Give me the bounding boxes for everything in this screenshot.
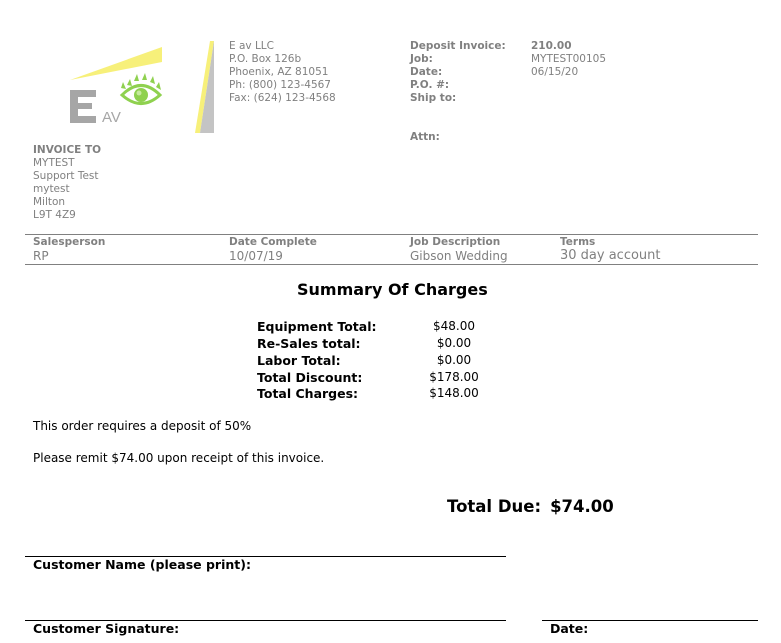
summary-label: Labor Total: bbox=[257, 353, 341, 368]
salesperson-value: RP bbox=[33, 249, 49, 263]
invoice-to-line: Milton bbox=[33, 196, 66, 208]
company-fax: Fax: (624) 123-4568 bbox=[229, 92, 336, 104]
info-salesperson bbox=[33, 236, 105, 263]
invoice-to-heading: INVOICE TO bbox=[33, 144, 102, 156]
summary-value: $48.00 bbox=[433, 319, 475, 333]
summary-value: $178.00 bbox=[429, 370, 479, 384]
invoice-meta-labels bbox=[410, 40, 506, 105]
date-label: Date: bbox=[410, 66, 443, 78]
summary-row-equipment bbox=[257, 319, 497, 336]
svg-text:AV: AV bbox=[102, 109, 121, 126]
total-due-value: $74.00 bbox=[550, 497, 614, 516]
customer-signature-label: Customer Signature: bbox=[33, 621, 180, 636]
invoice-to-line: mytest bbox=[33, 183, 70, 195]
company-phone: Ph: (800) 123-4567 bbox=[229, 79, 331, 91]
info-bar-bottom-divider bbox=[25, 264, 758, 265]
summary-row-resales bbox=[257, 336, 497, 353]
invoice-to-line: MYTEST bbox=[33, 157, 75, 169]
company-info bbox=[229, 40, 336, 105]
signature-date-label: Date: bbox=[550, 621, 589, 636]
attn-label: Attn: bbox=[410, 131, 440, 143]
summary-label: Total Charges: bbox=[257, 386, 359, 401]
job-description-value: Gibson Wedding bbox=[410, 249, 508, 263]
company-name: E av LLC bbox=[229, 40, 274, 52]
total-due bbox=[447, 497, 614, 516]
summary-label: Re-Sales total: bbox=[257, 336, 361, 351]
remit-note: Please remit $74.00 upon receipt of this invoice. bbox=[33, 451, 325, 465]
company-address-line2: Phoenix, AZ 81051 bbox=[229, 66, 329, 78]
info-bar-top-divider bbox=[25, 234, 758, 235]
date-value: 06/15/20 bbox=[531, 66, 579, 78]
company-address-line1: P.O. Box 126b bbox=[229, 53, 302, 65]
date-complete-value: 10/07/19 bbox=[229, 249, 283, 263]
summary-title: Summary Of Charges bbox=[297, 280, 488, 299]
summary-label: Equipment Total: bbox=[257, 319, 377, 334]
job-value: MYTEST00105 bbox=[531, 53, 607, 65]
ship-to-value bbox=[531, 92, 606, 105]
job-label: Job: bbox=[410, 53, 433, 65]
eye-icon bbox=[121, 73, 161, 104]
invoice-to-line: L9T 4Z9 bbox=[33, 209, 76, 221]
summary-row-discount bbox=[257, 370, 497, 387]
summary-row-total-charges bbox=[257, 386, 497, 403]
job-description-label: Job Description bbox=[410, 236, 501, 248]
deposit-invoice-label: Deposit Invoice: bbox=[410, 40, 506, 52]
ship-to-label: Ship to: bbox=[410, 92, 457, 104]
company-logo bbox=[65, 40, 220, 136]
deposit-note: This order requires a deposit of 50% bbox=[33, 419, 252, 433]
summary-value: $0.00 bbox=[436, 336, 472, 350]
total-due-label: Total Due: bbox=[447, 497, 542, 516]
summary-value: $0.00 bbox=[436, 353, 472, 367]
logo-graphic bbox=[65, 40, 220, 136]
customer-name-label: Customer Name (please print): bbox=[33, 557, 251, 572]
summary-value: $148.00 bbox=[429, 386, 479, 400]
invoice-to-line: Support Test bbox=[33, 170, 99, 182]
terms-value: 30 day account bbox=[560, 248, 661, 263]
po-label: P.O. #: bbox=[410, 79, 450, 91]
invoice-to-block bbox=[33, 144, 101, 222]
summary-label: Total Discount: bbox=[257, 370, 363, 385]
salesperson-label: Salesperson bbox=[33, 236, 106, 248]
date-complete-label: Date Complete bbox=[229, 236, 317, 248]
invoice-meta-values bbox=[531, 40, 606, 105]
info-terms bbox=[560, 236, 661, 263]
summary-row-labor bbox=[257, 353, 497, 370]
deposit-invoice-value: 210.00 bbox=[531, 40, 572, 52]
terms-label: Terms bbox=[560, 236, 596, 248]
po-value bbox=[531, 79, 606, 92]
info-job-description bbox=[410, 236, 508, 263]
info-date-complete bbox=[229, 236, 317, 263]
